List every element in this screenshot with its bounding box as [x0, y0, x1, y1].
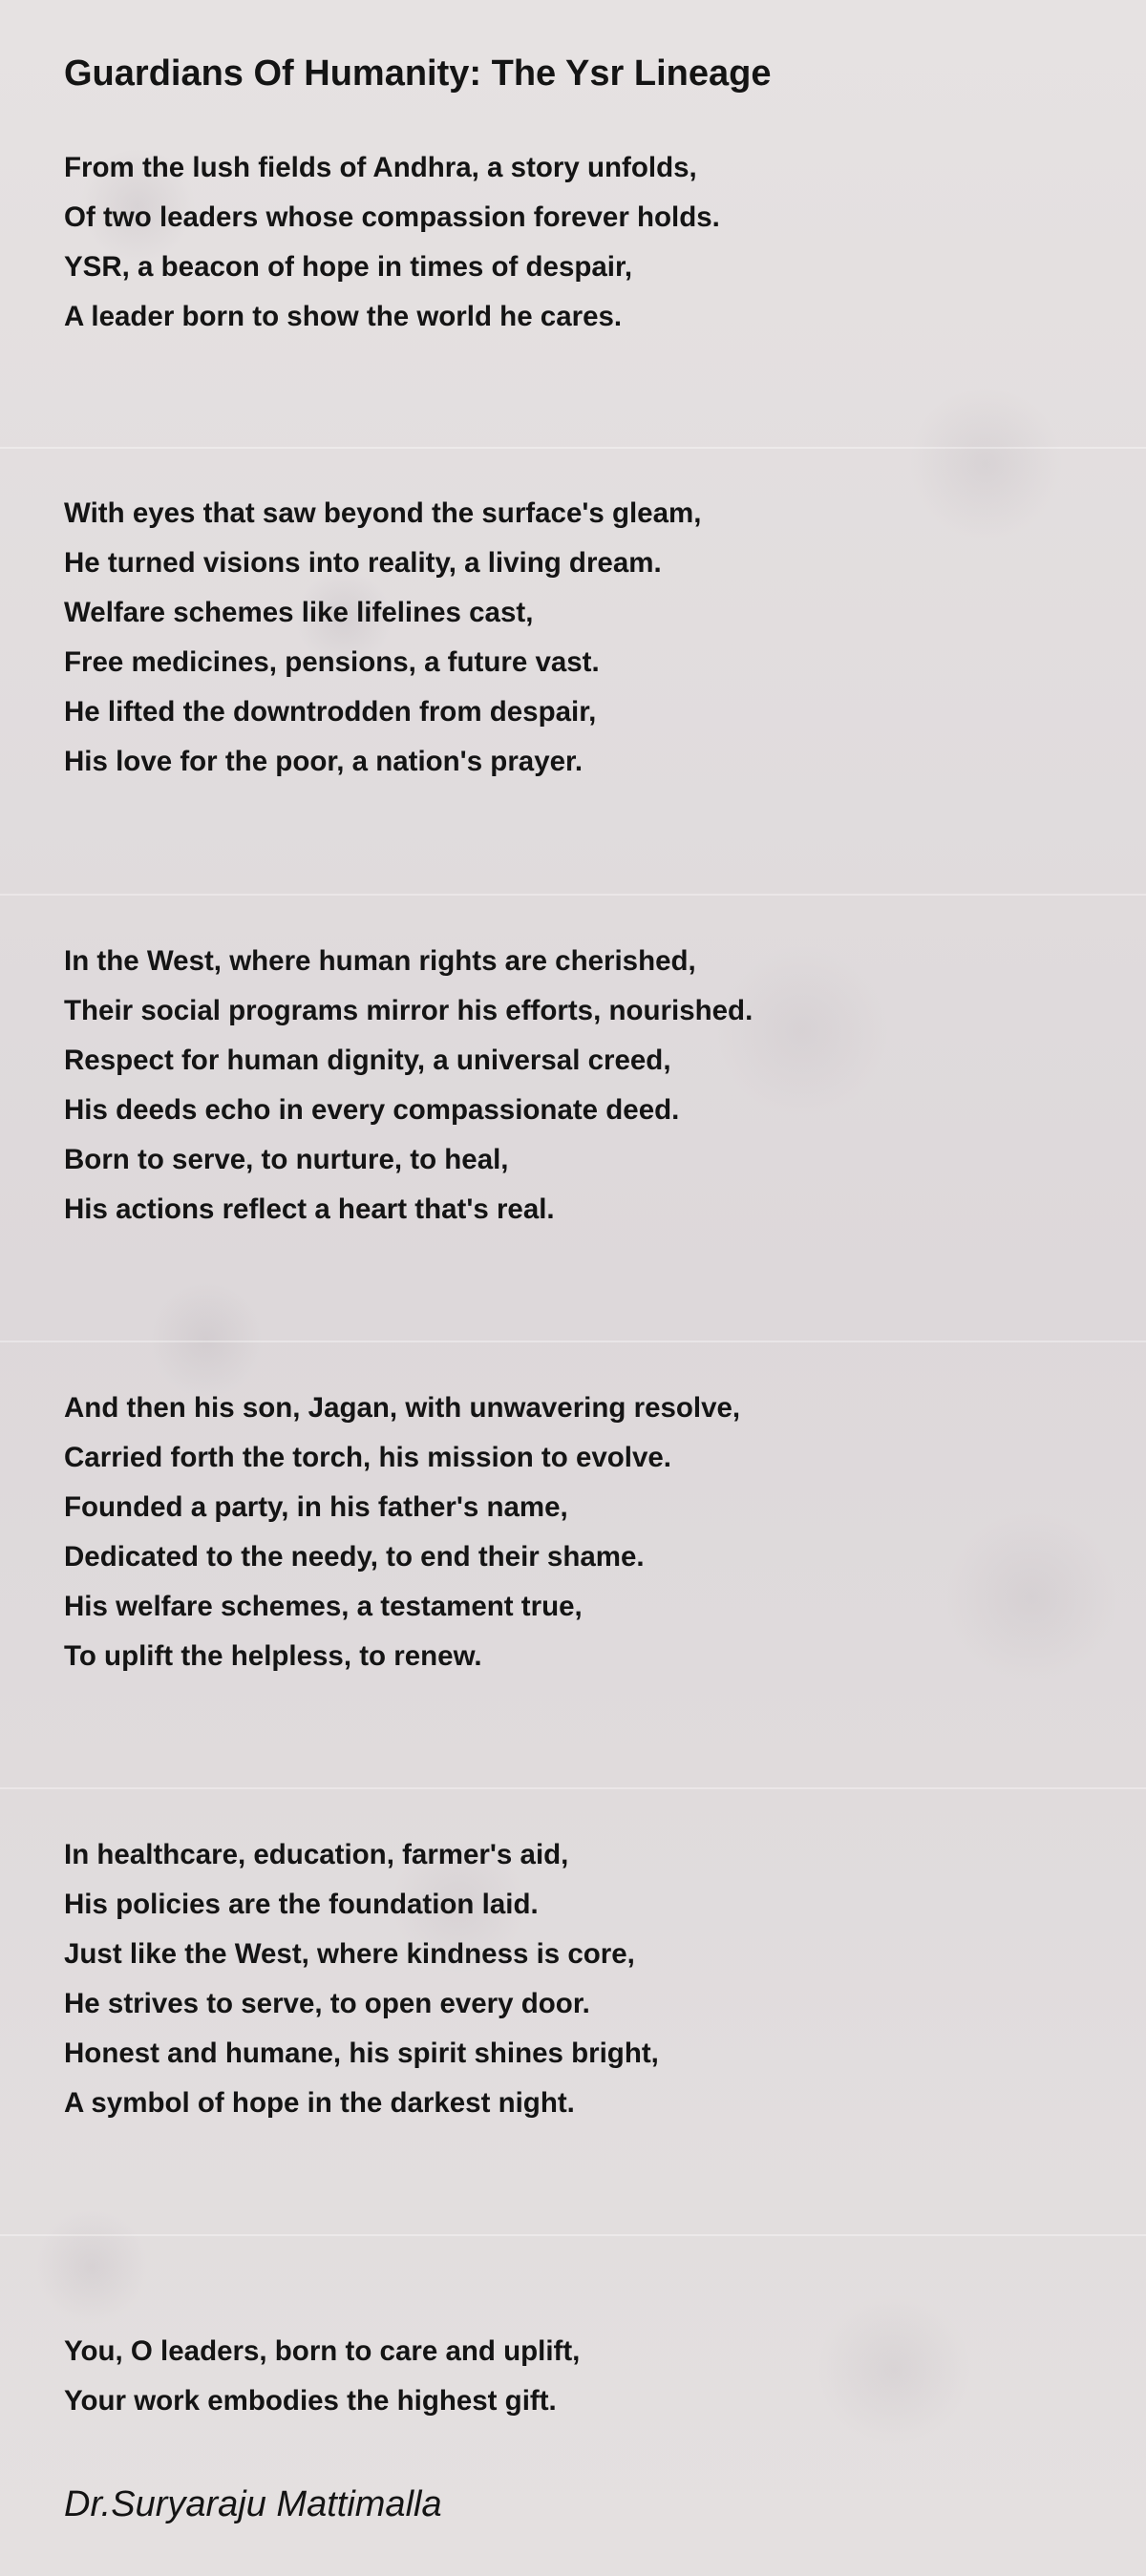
- poem-line: Respect for human dignity, a universal creed,: [64, 1045, 671, 1076]
- poem-line: He lifted the downtrodden from despair,: [64, 696, 597, 728]
- poem-line: His welfare schemes, a testament true,: [64, 1591, 583, 1622]
- poem-line: Born to serve, to nurture, to heal,: [64, 1144, 509, 1175]
- poem-author: Dr.Suryaraju Mattimalla: [64, 2484, 442, 2524]
- poem-line: His love for the poor, a nation's prayer.: [64, 746, 584, 777]
- poem-line: To uplift the helpless, to renew.: [64, 1640, 482, 1672]
- poem-stanza-1: [64, 143, 720, 342]
- poem-line: You, O leaders, born to care and uplift,: [64, 2335, 581, 2367]
- poem-line: Carried forth the torch, his mission to evolve.: [64, 1442, 672, 1473]
- poem-line: Your work embodies the highest gift.: [64, 2385, 557, 2417]
- poem-line: A leader born to show the world he cares.: [64, 301, 623, 332]
- background-divider: [0, 894, 1146, 896]
- background-divider: [0, 1787, 1146, 1789]
- poem-line: Founded a party, in his father's name,: [64, 1491, 568, 1523]
- background-divider: [0, 447, 1146, 449]
- poem-stanza-2: [64, 489, 701, 787]
- poem-line: In healthcare, education, farmer's aid,: [64, 1839, 569, 1870]
- poem-line: In the West, where human rights are cherished,: [64, 945, 696, 977]
- poem-line: He turned visions into reality, a living dream.: [64, 547, 662, 579]
- poem-line: Just like the West, where kindness is core,: [64, 1938, 635, 1970]
- poem-line: And then his son, Jagan, with unwavering resolve,: [64, 1392, 741, 1424]
- poem-line: From the lush fields of Andhra, a story unfolds,: [64, 152, 697, 183]
- poem-line: Free medicines, pensions, a future vast.: [64, 646, 600, 678]
- poem-line: YSR, a beacon of hope in times of despair,: [64, 251, 633, 283]
- poem-title: Guardians Of Humanity: The Ysr Lineage: [64, 53, 772, 94]
- poem-line: His actions reflect a heart that's real.: [64, 1193, 555, 1225]
- poem-line: Dedicated to the needy, to end their shame.: [64, 1541, 645, 1573]
- poem-line: He strives to serve, to open every door.: [64, 1988, 590, 2019]
- poem-line: With eyes that saw beyond the surface's gleam,: [64, 497, 702, 529]
- background-divider: [0, 2234, 1146, 2236]
- poem-line: Their social programs mirror his efforts, nourished.: [64, 995, 753, 1026]
- background-divider: [0, 1341, 1146, 1342]
- poem-line: A symbol of hope in the darkest night.: [64, 2087, 575, 2119]
- poem-line: His policies are the foundation laid.: [64, 1889, 539, 1920]
- poem-stanza-5: [64, 1830, 659, 2128]
- poem-stanza-3: [64, 937, 753, 1235]
- poem-stanza-6: [64, 2327, 580, 2426]
- poem-line: Of two leaders whose compassion forever holds.: [64, 201, 720, 233]
- poem-line: Honest and humane, his spirit shines bright,: [64, 2038, 659, 2069]
- poem-line: Welfare schemes like lifelines cast,: [64, 597, 534, 628]
- poem-line: His deeds echo in every compassionate deed.: [64, 1094, 680, 1126]
- poem-stanza-4: [64, 1383, 740, 1681]
